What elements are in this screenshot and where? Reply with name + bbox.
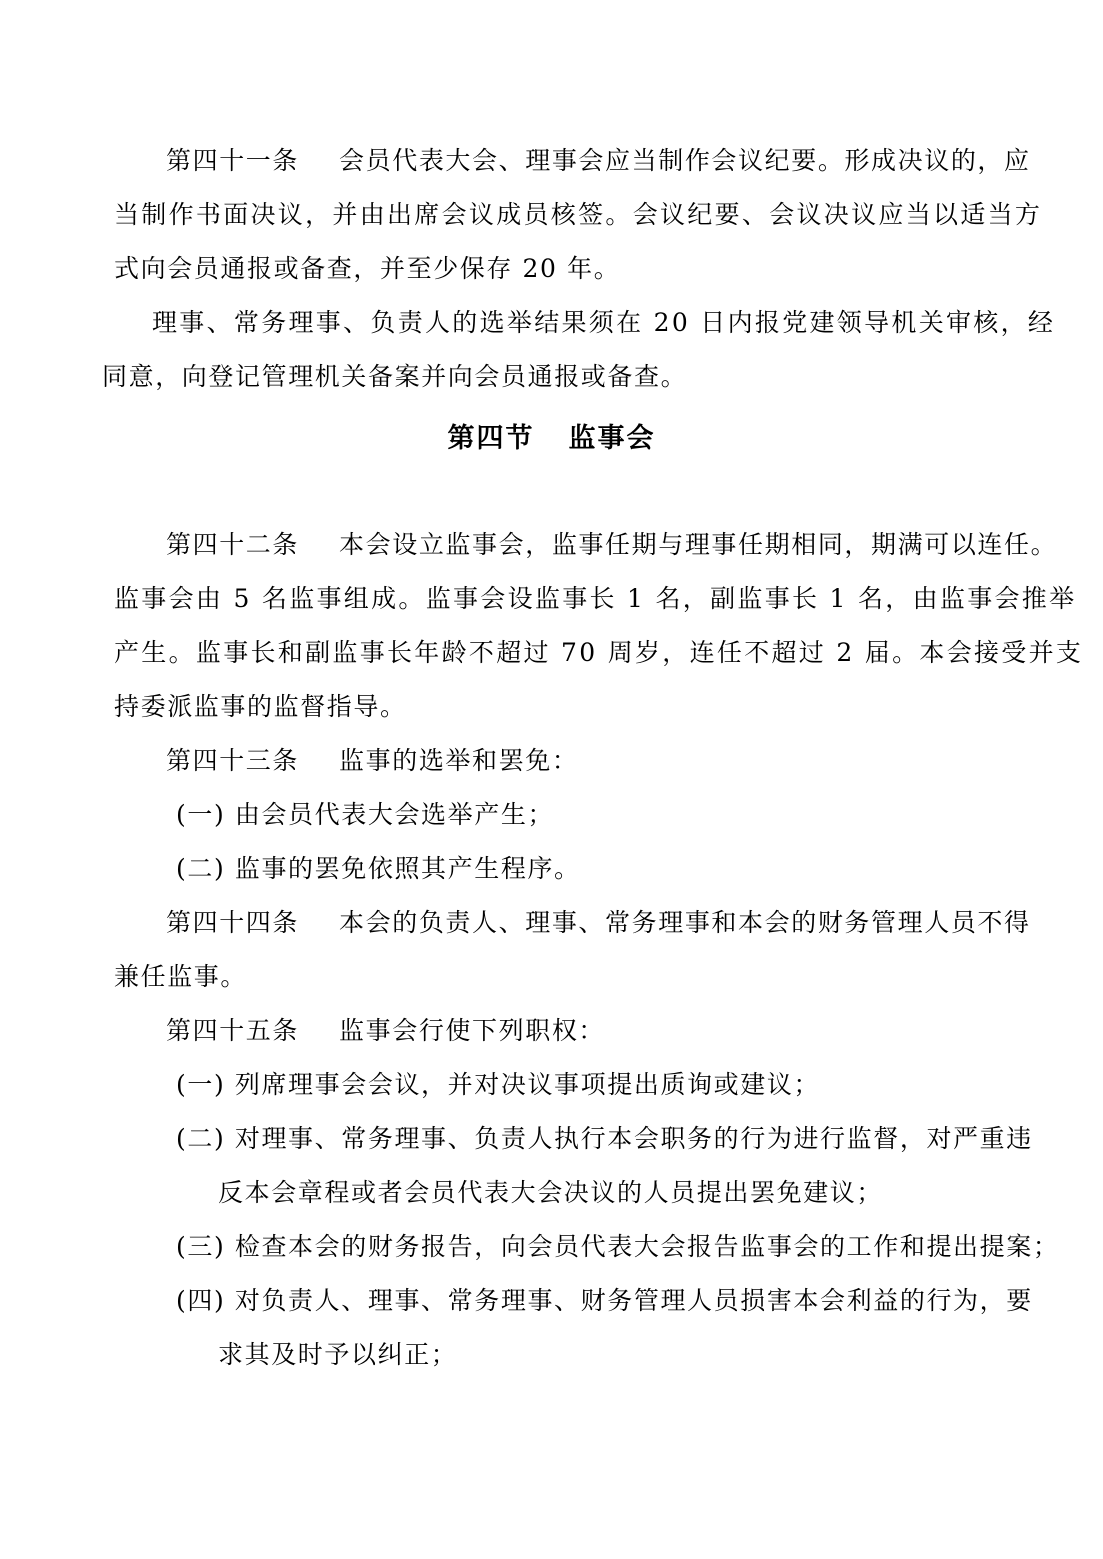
article-41-text: 会员代表大会、理事会应当制作会议纪要。形成决议的，应 [339, 146, 1031, 175]
article-41-line-2: 当制作书面决议，并由出席会议成员核签。会议纪要、会议决议应当以适当方 [114, 200, 1043, 229]
article-45-item-2-line-2: 反本会章程或者会员代表大会决议的人员提出罢免建议； [218, 1178, 884, 1207]
article-45-text: 监事会行使下列职权： [339, 1016, 606, 1045]
article-43-text: 监事的选举和罢免： [339, 746, 579, 775]
article-44-text: 本会的负责人、理事、常务理事和本会的财务管理人员不得 [339, 908, 1031, 937]
article-43-item-2: (二) 监事的罢免依照其产生程序。 [176, 854, 581, 883]
article-43-label: 第四十三条 [166, 746, 300, 775]
article-41-label: 第四十一条 [166, 146, 300, 175]
section-number: 第四节 [447, 423, 535, 454]
article-44-line-2: 兼任监事。 [114, 962, 248, 991]
article-45-item-3: (三) 检查本会的财务报告，向会员代表大会报告监事会的工作和提出提案； [176, 1232, 1060, 1261]
paragraph-2-line-2: 同意，向登记管理机关备案并向会员通报或备查。 [102, 362, 688, 391]
section-name: 监事会 [568, 423, 656, 454]
article-42-line-4: 持委派监事的监督指导。 [114, 692, 407, 721]
article-45-item-4-line-1: (四) 对负责人、理事、常务理事、财务管理人员损害本会利益的行为，要 [176, 1286, 1033, 1315]
article-42-line-2: 监事会由 5 名监事组成。监事会设监事长 1 名，副监事长 1 名，由监事会推举 [114, 584, 1077, 613]
article-42-line-3: 产生。监事长和副监事长年龄不超过 70 周岁，连任不超过 2 届。本会接受并支 [114, 638, 1084, 667]
section-title [0, 422, 1103, 456]
article-44-label: 第四十四条 [166, 908, 300, 937]
paragraph-2-line-1: 理事、常务理事、负责人的选举结果须在 20 日内报党建领导机关审核，经 [152, 308, 1056, 337]
article-42-label: 第四十二条 [166, 530, 300, 559]
article-45-label: 第四十五条 [166, 1016, 300, 1045]
article-41-line-1 [166, 145, 1031, 177]
article-42-text: 本会设立监事会，监事任期与理事任期相同，期满可以连任。 [339, 530, 1058, 559]
article-42-line-1 [166, 529, 1057, 561]
article-45-item-1: (一) 列席理事会会议，并对决议事项提出质询或建议； [176, 1070, 821, 1099]
article-44-line-1 [166, 907, 1031, 939]
article-43-line-1 [166, 745, 578, 777]
article-45-item-2-line-1: (二) 对理事、常务理事、负责人执行本会职务的行为进行监督，对严重违 [176, 1124, 1033, 1153]
article-45-line-1 [166, 1015, 605, 1047]
article-43-item-1: (一) 由会员代表大会选举产生； [176, 800, 555, 829]
article-45-item-4-line-2: 求其及时予以纠正； [218, 1340, 458, 1369]
article-41-line-3: 式向会员通报或备查，并至少保存 20 年。 [114, 254, 621, 283]
